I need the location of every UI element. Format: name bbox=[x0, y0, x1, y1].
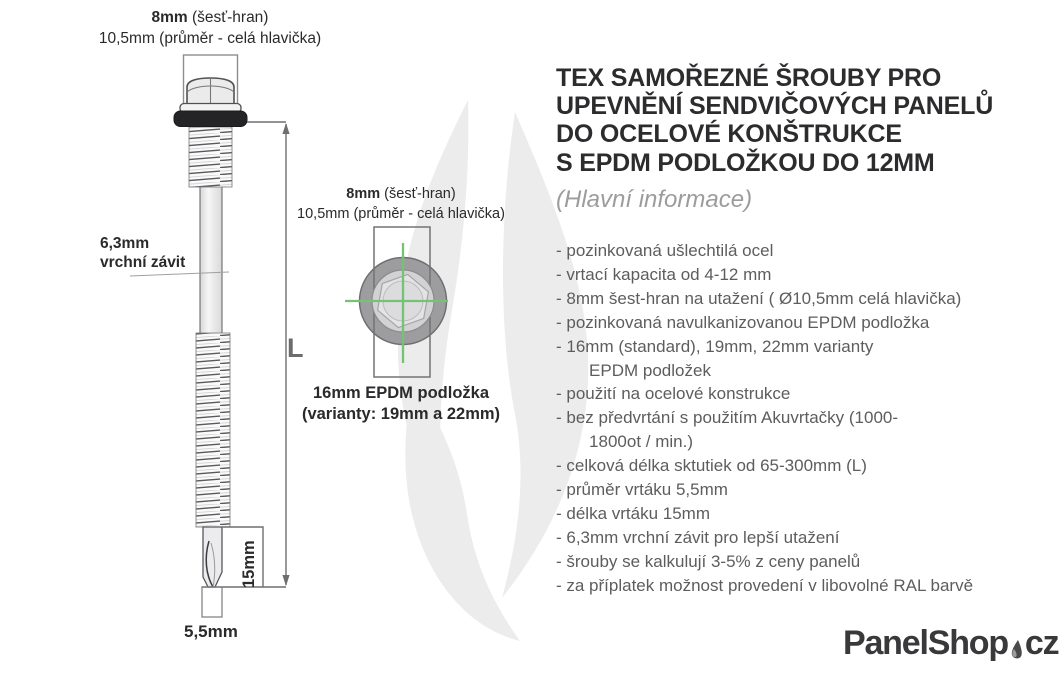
top-thread-size: 6,3mm bbox=[100, 235, 150, 252]
info-line: - pozinkovaná navulkanizovanou EPDM podložka bbox=[556, 312, 930, 332]
logo-text-main: PanelShop bbox=[843, 624, 1008, 662]
screw-side-view bbox=[174, 55, 247, 587]
screw-head-label-line1 bbox=[75, 7, 345, 28]
washer-size-label bbox=[291, 383, 511, 425]
epdm-washer-side bbox=[174, 111, 247, 127]
washer-head-size-value: 8mm bbox=[346, 186, 381, 202]
title-line-1: TEX SAMOŘEZNÉ ŠROUBY PRO bbox=[556, 64, 942, 92]
page-subtitle: (Hlavní informace) bbox=[556, 186, 753, 213]
drill-diameter-label: 5,5mm bbox=[184, 622, 238, 641]
info-line: - 16mm (standard), 19mm, 22mm varianty bbox=[556, 336, 874, 356]
washer-size-line2: (varianty: 19mm a 22mm) bbox=[301, 405, 501, 423]
info-line: - celková délka sktutiek od 65-300mm (L) bbox=[556, 456, 867, 476]
screw-top-thread bbox=[189, 127, 232, 187]
info-line: - bez předvrtání s použitím Akuvrtačky (1000- bbox=[556, 408, 899, 428]
head-size-note: (šesť-hran) bbox=[187, 9, 269, 26]
info-line: - pozinkovaná ušlechtilá ocel bbox=[556, 241, 774, 260]
panelshop-logo bbox=[843, 624, 1058, 663]
washer-head-label-line2: 10,5mm (průměr - celá hlavička) bbox=[297, 206, 505, 222]
info-line: - vrtací kapacita od 4-12 mm bbox=[556, 264, 772, 284]
info-line: EPDM podložek bbox=[556, 360, 711, 380]
info-line: 1800ot / min.) bbox=[556, 432, 694, 452]
washer-size-line1: 16mm EPDM podložka bbox=[312, 384, 490, 402]
info-line: - 6,3mm vrchní závit pro lepší utažení bbox=[556, 527, 840, 547]
title-line-3: DO OCELOVÉ KONŠTRUKCE bbox=[556, 120, 902, 149]
length-label: L bbox=[287, 333, 304, 363]
arrow-up bbox=[282, 123, 289, 134]
title-line-4: S EPDM PODLOŽKOU DO 12MM bbox=[556, 148, 935, 177]
info-line: - šrouby se kalkulují 3-5% z ceny panelů bbox=[556, 551, 861, 571]
screw-main-thread bbox=[196, 333, 230, 527]
screw-shank bbox=[200, 185, 222, 334]
head-size-value: 8mm bbox=[151, 9, 188, 26]
drill-length-label: 15mm bbox=[240, 540, 258, 588]
logo-flame-icon bbox=[1010, 640, 1023, 659]
top-thread-label bbox=[100, 234, 185, 272]
washer-head-size-note: (šesť-hran) bbox=[380, 186, 456, 202]
logo-text-tld: cz bbox=[1024, 624, 1059, 662]
info-line: - průměr vrtáku 5,5mm bbox=[556, 480, 728, 500]
info-line: - délka vrtáku 15mm bbox=[556, 503, 710, 523]
top-thread-name: vrchní závit bbox=[100, 254, 186, 271]
screw-head-label bbox=[75, 7, 345, 49]
washer-head-label bbox=[291, 184, 511, 224]
washer-head-label-line1 bbox=[291, 184, 511, 204]
info-line: - 8mm šest-hran na utažení ( Ø10,5mm celá hlavička) bbox=[556, 288, 962, 308]
dimension-box-55mm bbox=[202, 587, 222, 617]
info-list bbox=[556, 239, 1036, 598]
title-line-2: UPEVNĚNÍ SENDVIČOVÝCH PANELŮ bbox=[556, 92, 994, 121]
info-line: - za příplatek možnost provedení v libovolné RAL barvě bbox=[556, 575, 974, 595]
info-line: - použití na ocelové konstrukce bbox=[556, 384, 791, 404]
screw-head-label-line2: 10,5mm (průměr - celá hlavička) bbox=[98, 30, 322, 47]
page-title bbox=[556, 64, 1026, 177]
dimension-line-L bbox=[247, 122, 286, 585]
arrow-down bbox=[282, 575, 289, 586]
